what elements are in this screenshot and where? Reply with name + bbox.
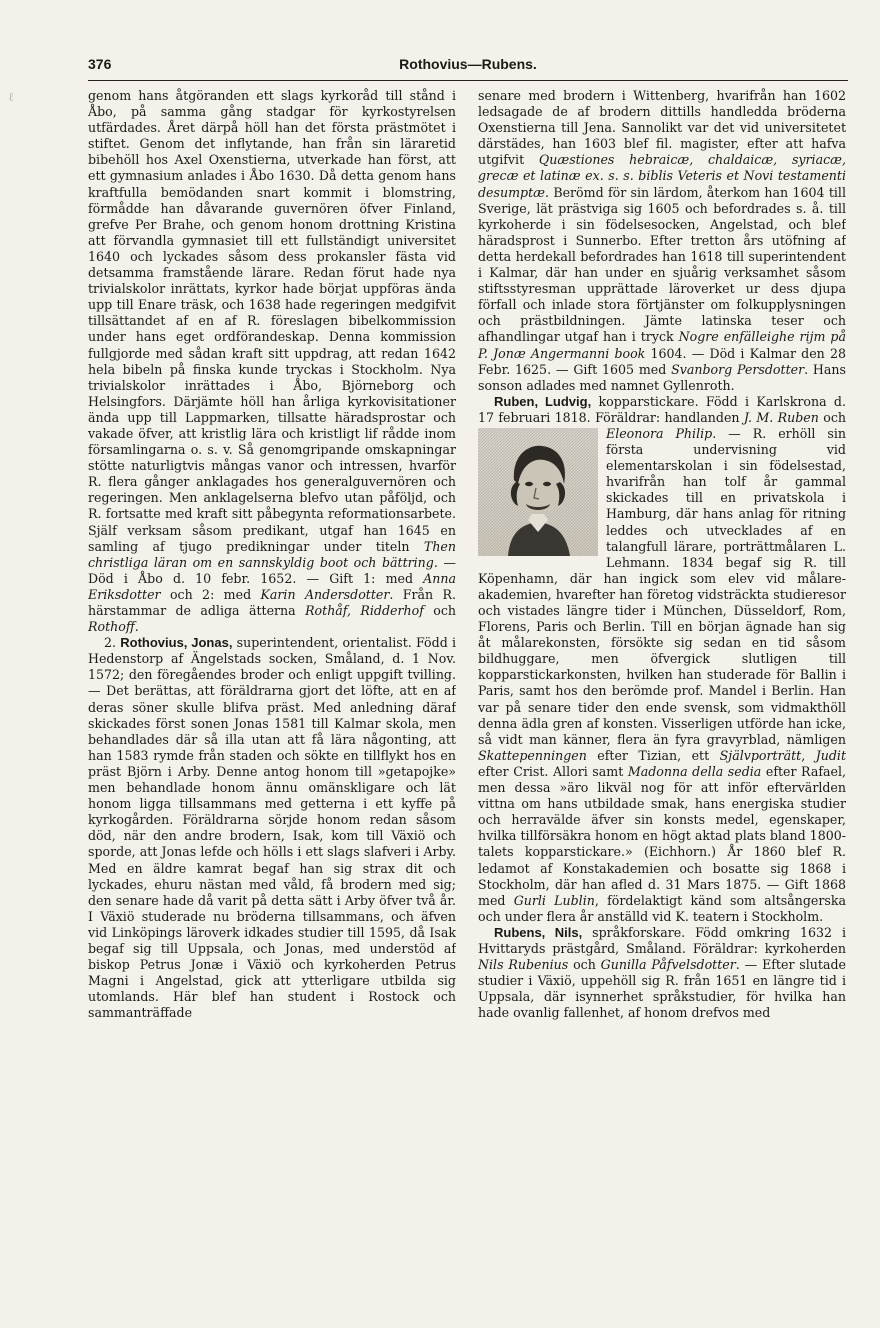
running-head: Rothovius—Rubens.: [399, 56, 537, 72]
portrait-engraving-icon: [478, 428, 598, 556]
page-header: [88, 54, 848, 81]
headword: Rubens, Nils,: [494, 924, 583, 940]
margin-pencil-mark: ℓ: [8, 90, 14, 104]
headword: Ruben, Ludvig,: [494, 393, 592, 409]
headword: Rothovius, Jonas,: [120, 635, 233, 651]
entry-rubens-nils: Rubens, Nils, språkforskare. Född omkring 1632 i Hvittaryds prästgård, Småland. Föräldrar: kyrkoherden Nils Rubenius och Gunilla Påfvelsdotter. — Efter slutade studier i Växiö, uppehöll sig R. från 1651 en längre tid i Uppsala, där isynnerhet språkstudier, för hvilka han hade ovanlig fallenhet, af honom drefvos med: [478, 924, 846, 1021]
entry-ruben-ludvig: Ruben, Ludvig, kopparstickare. Född i Karlskrona d. 17 februari 1818. Föräldrar: handlanden J. M. Ruben och Eleonora Philip. — R. erhöll sin första undervisning vid elementarskolan i sin födelsestad, hvarifrån han tolf år gammal skickades till en privatskola i Hamburg, där hans anlag för ritning leddes och utvecklades af en talangfull lärare, porträttmålaren L. Lehmann. 1834 begaf sig R. till Köpenhamn, där han ingick som elev vid målare-akademien, hvarefter han företog vidsträckta studieresor och vistades längre tider i München, Düsseldorf, Rom, Florens, Paris och Berlin. Till en början ägnade han sig åt målarekonsten, försökte sig sedan en tid såsom bildhuggare, men öfvergick slutligen till kopparstickarkonsten, hvilken han studerade för Ballin i Paris, samt hos den berömde prof. Mandel i Berlin. Han var på senare tider den ende svensk, som vidmakthöll denna ädla gren af konsten. Visserligen utförde han icke, så vidt man känner, flera än fyra gravyrblad, nämligen Skattepenningen efter Tizian, ett Självporträtt, Judit efter Crist. Allori samt Madonna della sedia efter Rafael, men dessa »äro likväl nog för att inför eftervärlden vittna om hans utbildade smak, hans energiska studier och herravälde äfver sin konsts medel, egenskaper, hvilka tillförsäkra honom en högt aktad plats bland 1800-talets kopparstickare.» (Eichhorn.) År 1860 blef R. ledamot af Konstakademien och bosatte sig 1868 i Stockholm, där han afled d. 31 Mars 1875. — Gift 1868 med Gurli Lublin, fördelaktigt känd som altsångerska och under flera år anställd vid K. teatern i Stockholm.: [478, 393, 846, 924]
entry-rothovius-jonas-continued: senare med brodern i Wittenberg, hvarifrån han 1602 ledsagade de af brodern dittills handledda bröderna Oxenstierna till Jena. Sannolikt var det vid universitetet därstädes, han 1603 blef fil. magister, efter att hafva utgifvit Quæstiones hebraicæ, chaldaicæ, syriacæ, grecæ et latinæ ex. s. s. biblis Veteris et Novi testamenti desumptæ. Berömd för sin lärdom, återkom han 1604 till Sverige, lät prästviga sig 1605 och befordrades s. å. till kyrkoherde i sin födelsesocken, Angelstad, och blef häradsprost i Sunnerbo. Efter tretton års utöfning af detta herdekall befordrades han 1618 till superintendent i Kalmar, där han under en sjuårig verksamhet såsom stiftsstyresman upprättade läroverket ur dess djupa förfall och inlade stora förtjänster om folkupplysningen och prästbildningen. Jämte latinska teser och afhandlingar utgaf han i tryck Nogre enfälleighe rijm på P. Jonæ Angermanni book 1604. — Död i Kalmar den 28 Febr. 1625. — Gift 1605 med Svanborg Persdotter. Hans sonson adlades med namnet Gyllenroth.: [478, 88, 846, 393]
entry-rothovius-jonas: 2. Rothovius, Jonas, superintendent, orientalist. Född i Hedenstorp af Ängelstads socken, Småland, d. 1 Nov. 1572; den föregåendes broder och enligt uppgift tvilling. — Det berättas, att föräldrarna gjort det löfte, att en af deras söner skulle blifva präst. Med anledning däraf skickades först sonen Jonas 1581 till Kalmar skola, men behandlades där så illa utan att få lära någonting, att han 1583 rymde från staden och sökte en tillflykt hos en präst Björn i Arby. Denne antog honom till »getapojke» men behandlade honom ännu omänskligare och lät honom ligga tillsammans med getterna i ett kyffe på kyrkogården. Föräldrarna sörjde honom redan såsom död, när den andre brodern, Isak, kom till Växiö och sporde, att Jonas lefde och hölls i ett slags slafveri i Arby. Med en äldre kamrat begaf han sig strax dit och lyckades, ehuru nästan med våld, få brodern med sig; den senare hade då varit på detta sätt i Arby öfver två år. I Växiö studerade nu bröderna tillsammans, och äfven vid Linköpings läroverk idkades studier till 1595, då Isak begaf sig till Uppsala, och Jonas, med understöd af biskop Petrus Jonæ i Växiö och kyrkoherden Petrus Magni i Angelstad, gick att ytterligare utbilda sig utomlands. Här blef han student i Rostock och sammanträffade: [88, 635, 456, 1021]
entry-rothovius-isak-continued: genom hans åtgöranden ett slags kyrkoråd till stånd i Åbo, på samma gång stadgar för kyrkostyrelsen utfärdades. Året därpå höll han det första prästmötet i stiftet. Genom det inflytande, han från sin läraretid bibehöll hos Axel Oxenstierna, utverkade han först, att ett gymnasium anlades i Åbo 1630. Då detta genom hans kraftfulla bemödanden snart kommit i blomstring, förmådde han dåvarande guvernören öfver Finland, grefve Per Brahe, och genom honom drottning Kristina att förvandla gymnasiet till ett fullständigt universitet 1640 och lyckades såsom dess prokansler fästa vid detsamma framstående lärare. Redan förut hade nya trivialskolor inrättats, kyrkor hade börjat uppföras ända upp till Enare träsk, och 1638 hade regeringen medgifvit tillsättandet af en af R. föreslagen bibelkommission under hans eget ordförandeskap. Denna kommission fullgjorde med sådan kraft sitt uppdrag, att redan 1642 hela bibeln på finska kunde tryckas i Stockholm. Nya trivialskolor inrättades i Åbo, Björneborg och Helsingfors. Därjämte höll han årliga kyrkovisitationer ända upp till Lappmarken, tillsatte häradsprostar och vakade öfver, att kristlig lära och kristligt lif rådde inom församlingarna o. s. v. Så genomgripande omskapningar stötte naturligtvis mångas vanor och intressen, hvarför R. flera gånger anklagades hos generalguvernören och regeringen. Men anklagelserna blefvo utan påföljd, och R. fortsatte med kraft sitt påbegynta reformationsarbete. Själf verksam såsom predikant, utgaf han 1645 en samling af tjugo predikningar under titeln Then christliga läran om en sannskyldig boot och bättring. — Död i Åbo d. 10 febr. 1652. — Gift 1: med Anna Eriksdotter och 2: med Karin Andersdotter. Från R. härstammar de adliga ätterna Rothåf, Ridderhof och Rothoff.: [88, 88, 456, 635]
left-column: [88, 88, 456, 1308]
right-column: [478, 88, 846, 1308]
page-number: 376: [88, 56, 112, 72]
